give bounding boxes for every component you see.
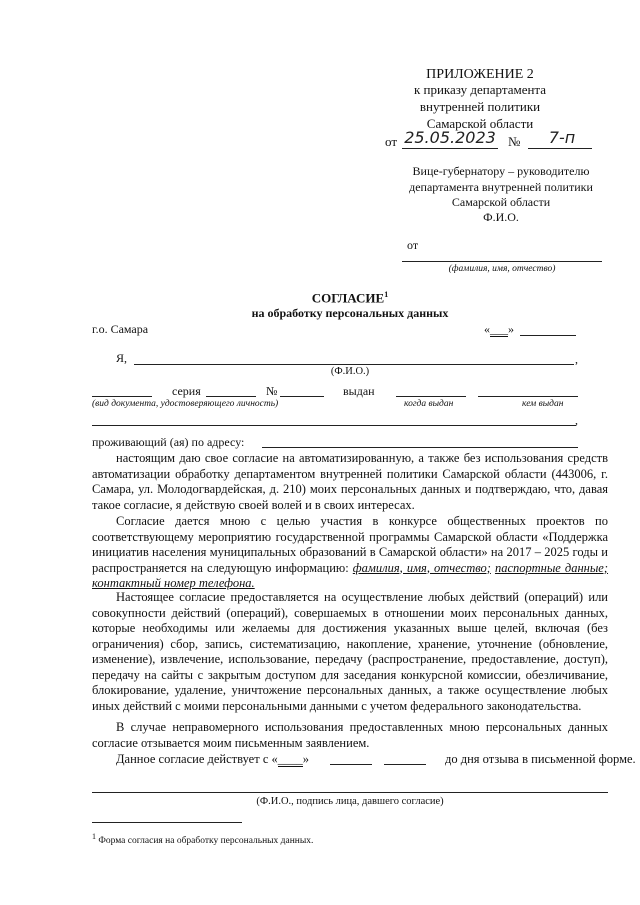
issued-when-line xyxy=(396,396,466,397)
ot-label: от xyxy=(385,134,398,149)
number-sign: № xyxy=(508,134,521,149)
appendix-line3: Самарской области xyxy=(426,116,534,131)
from-label: от xyxy=(407,238,419,252)
fio-line xyxy=(134,364,574,365)
footnote-ref: 1 xyxy=(384,290,389,299)
fio-caption: (Ф.И.О.) xyxy=(330,366,370,377)
number-label: № xyxy=(266,384,278,398)
when-caption: когда выдан xyxy=(404,399,454,409)
consent-subtitle: на обработку персональных данных xyxy=(251,306,449,320)
date-field: «___» xyxy=(484,322,514,336)
validity-year-line xyxy=(384,764,426,765)
date-underline xyxy=(402,148,498,149)
addressee-fio: Ф.И.О. xyxy=(483,210,519,224)
addressee-line1: Вице-губернатору – руководителю xyxy=(412,164,590,178)
ya-label: Я, xyxy=(116,351,128,365)
purpose-fields-1: фамилия, имя, отчество; xyxy=(352,560,491,575)
order-number: 7-п xyxy=(548,128,576,147)
paragraph-actions: Настоящее согласие предоставляется на осуществление любых действий (операций) или совокупности действий (операций), совершаемых в отношении моих персональных данных, которые необходимы или желаемы для достижения указанных выше целей, включая (без ограничения) сбор, запись, систематизацию, накопление, хранение, уточнение (обновление, изменение), извлечение, использование, передачу (распространение, предоставление, доступ), передачу на сайты с закрытым доступом для заседания конкурсной комиссии, обезличивание, блокирование, удаление, уничтожение персональных данных, а также осуществление любых иных действий с моими персональными данными с учетом федерального законодательства. xyxy=(92,590,608,713)
number-underline xyxy=(528,148,592,149)
paragraph-revocation: В случае неправомерного использования предоставленных мною персональных данных согласие отзывается моим письменным заявлением. xyxy=(92,720,608,750)
purpose-fields-2: паспортные данные; контактный номер телефона. xyxy=(92,560,609,590)
from-caption: (фамилия, имя, отчество) xyxy=(448,264,556,274)
signature-caption: (Ф.И.О., подпись лица, давшего согласие) xyxy=(256,796,444,807)
order-date: 25.05.2023 xyxy=(404,128,496,147)
residence-line xyxy=(262,447,578,448)
number-line xyxy=(280,396,324,397)
residence-label: проживающий (ая) по адресу: xyxy=(92,435,245,449)
validity-end: до дня отзыва в письменной форме. xyxy=(445,752,636,766)
extra-line xyxy=(92,425,576,426)
doc-caption: (вид документа, удостоверяющего личность) xyxy=(92,399,279,409)
city: г.о. Самара xyxy=(92,322,149,336)
from-line xyxy=(402,261,602,262)
footnote: $^1$ Форма согласия на обработку персональных данных. xyxy=(92,832,314,847)
issued-label: выдан xyxy=(343,384,375,398)
validity-month-line xyxy=(330,764,372,765)
fio-comma: , xyxy=(575,352,578,366)
series-label: серия xyxy=(172,384,201,398)
issued-who-line xyxy=(478,396,578,397)
appendix-title: ПРИЛОЖЕНИЕ 2 xyxy=(426,67,534,82)
signature-line xyxy=(92,792,608,793)
validity-start: Данное согласие действует с «____» xyxy=(116,752,309,766)
paragraph-consent: настоящим даю свое согласие на автоматизированную, а также без использования средств автоматизации обработку департаментом внутренней политики Самарской области (443006, г. Самара, ул. Молодогвардейская, д. 210) моих персональных данных и подтверждаю, что, давая такое согласие, я действую своей волей и в своих интересах. xyxy=(92,451,608,512)
addressee-line3: Самарской области xyxy=(451,195,551,209)
order-date-row xyxy=(385,134,397,149)
appendix-line2: внутренней политики xyxy=(419,99,541,114)
series-line xyxy=(206,396,256,397)
doc-line xyxy=(92,396,152,397)
addressee-line2: департамента внутренней политики xyxy=(409,180,593,194)
appendix-line1: к приказу департамента xyxy=(413,82,547,97)
extra-comma: , xyxy=(575,413,578,427)
who-caption: кем выдан xyxy=(522,399,564,409)
consent-title: СОГЛАСИЕ$^1$ xyxy=(311,290,389,306)
date-line xyxy=(520,335,576,336)
footnote-separator xyxy=(92,822,242,823)
paragraph-purpose: Согласие дается мною с целью участия в конкурсе общественных проектов по соответствующему мероприятию государственной программы Самарской области «Поддержка инициатив населения муниципальных образований в Самарской области» на 2017 – 2025 годы и распространяется на следующую информацию: фамилия, имя, отчество; паспортные данные; контактный номер телефона. xyxy=(92,514,609,590)
